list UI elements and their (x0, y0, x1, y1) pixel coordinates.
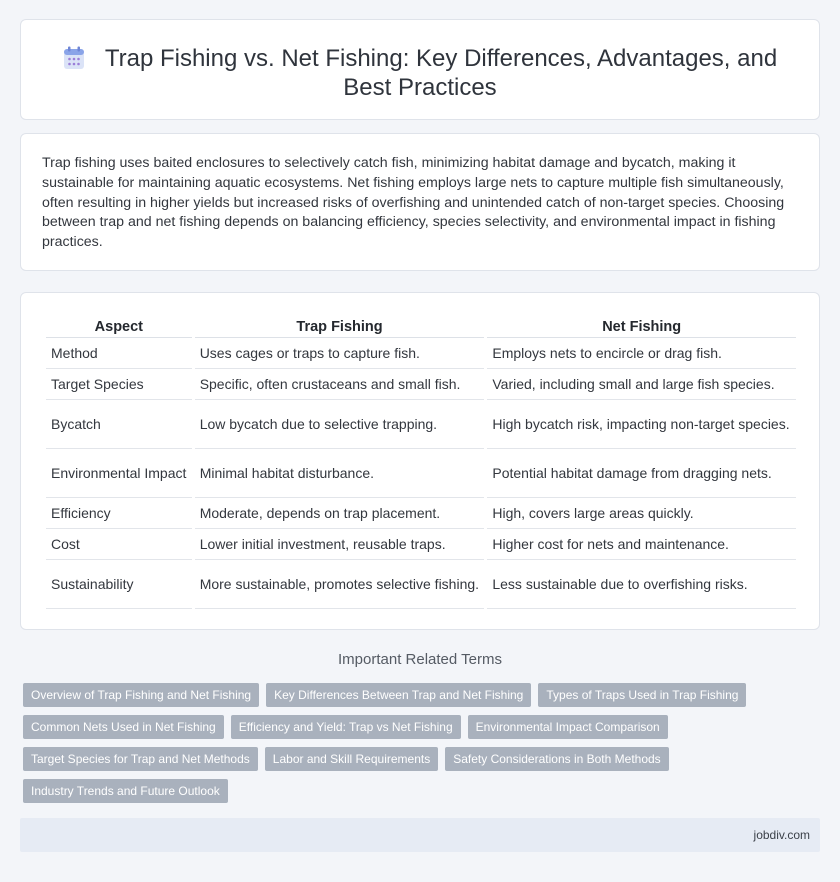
cell-net-fishing: Potential habitat damage from dragging nets. (487, 449, 796, 498)
related-term-tag[interactable]: Industry Trends and Future Outlook (23, 779, 228, 803)
cell-trap-fishing: More sustainable, promotes selective fishing. (195, 560, 485, 609)
table-header-row (46, 316, 796, 338)
related-term-tag[interactable]: Labor and Skill Requirements (265, 747, 438, 771)
footer-site-link[interactable]: jobdiv.com (753, 828, 810, 842)
intro-card (20, 133, 820, 271)
cell-aspect: Bycatch (46, 400, 192, 449)
table-row (46, 529, 796, 560)
cell-trap-fishing: Moderate, depends on trap placement. (195, 498, 485, 529)
cell-trap-fishing: Specific, often crustaceans and small fish. (195, 369, 485, 400)
cell-net-fishing: High, covers large areas quickly. (487, 498, 796, 529)
table-row (46, 560, 796, 609)
cell-trap-fishing: Low bycatch due to selective trapping. (195, 400, 485, 449)
comparison-table (43, 316, 799, 609)
related-term-tag[interactable]: Environmental Impact Comparison (468, 715, 668, 739)
cell-net-fishing: Employs nets to encircle or drag fish. (487, 338, 796, 369)
cell-aspect: Sustainability (46, 560, 192, 609)
related-term-tag[interactable]: Target Species for Trap and Net Methods (23, 747, 258, 771)
cell-trap-fishing: Uses cages or traps to capture fish. (195, 338, 485, 369)
footer (20, 818, 820, 852)
cell-aspect: Target Species (46, 369, 192, 400)
cell-net-fishing: Less sustainable due to overfishing risks. (487, 560, 796, 609)
column-header-net-fishing: Net Fishing (487, 316, 796, 338)
related-term-tag[interactable]: Overview of Trap Fishing and Net Fishing (23, 683, 259, 707)
related-terms-title: Important Related Terms (338, 651, 502, 668)
document-icon (63, 46, 85, 70)
related-term-tag[interactable]: Efficiency and Yield: Trap vs Net Fishing (231, 715, 461, 739)
comparison-table-card (20, 292, 820, 630)
table-row (46, 498, 796, 529)
column-header-trap-fishing: Trap Fishing (195, 316, 485, 338)
cell-aspect: Method (46, 338, 192, 369)
page-title-wrap (21, 44, 819, 102)
page-title: Trap Fishing vs. Net Fishing: Key Differences, Advantages, and Best Practices (104, 45, 778, 101)
cell-aspect: Environmental Impact (46, 449, 192, 498)
cell-net-fishing: Higher cost for nets and maintenance. (487, 529, 796, 560)
related-term-tag[interactable]: Common Nets Used in Net Fishing (23, 715, 224, 739)
cell-aspect: Efficiency (46, 498, 192, 529)
intro-paragraph: Trap fishing uses baited enclosures to selectively catch fish, minimizing habitat damage and bycatch, making it sustainable for maintaining aquatic ecosystems. Net fishing employs large nets to capture multiple fish simultaneously, often resulting in higher yields but increased risks of overfishing and unintended catch of non-target species. Choosing between trap and net fishing depends on balancing efficiency, species selectivity, and environmental impact in fishing practices. (42, 155, 785, 251)
cell-trap-fishing: Minimal habitat disturbance. (195, 449, 485, 498)
cell-trap-fishing: Lower initial investment, reusable traps. (195, 529, 485, 560)
table-row (46, 369, 796, 400)
related-term-tag[interactable]: Key Differences Between Trap and Net Fishing (266, 683, 531, 707)
cell-net-fishing: High bycatch risk, impacting non-target species. (487, 400, 796, 449)
table-row (46, 449, 796, 498)
table-row (46, 400, 796, 449)
related-term-tag[interactable]: Types of Traps Used in Trap Fishing (538, 683, 746, 707)
table-row (46, 338, 796, 369)
related-term-tag[interactable]: Safety Considerations in Both Methods (445, 747, 668, 771)
cell-aspect: Cost (46, 529, 192, 560)
header-card (20, 19, 820, 120)
related-terms-list (23, 683, 823, 811)
cell-net-fishing: Varied, including small and large fish species. (487, 369, 796, 400)
column-header-aspect: Aspect (46, 316, 192, 338)
